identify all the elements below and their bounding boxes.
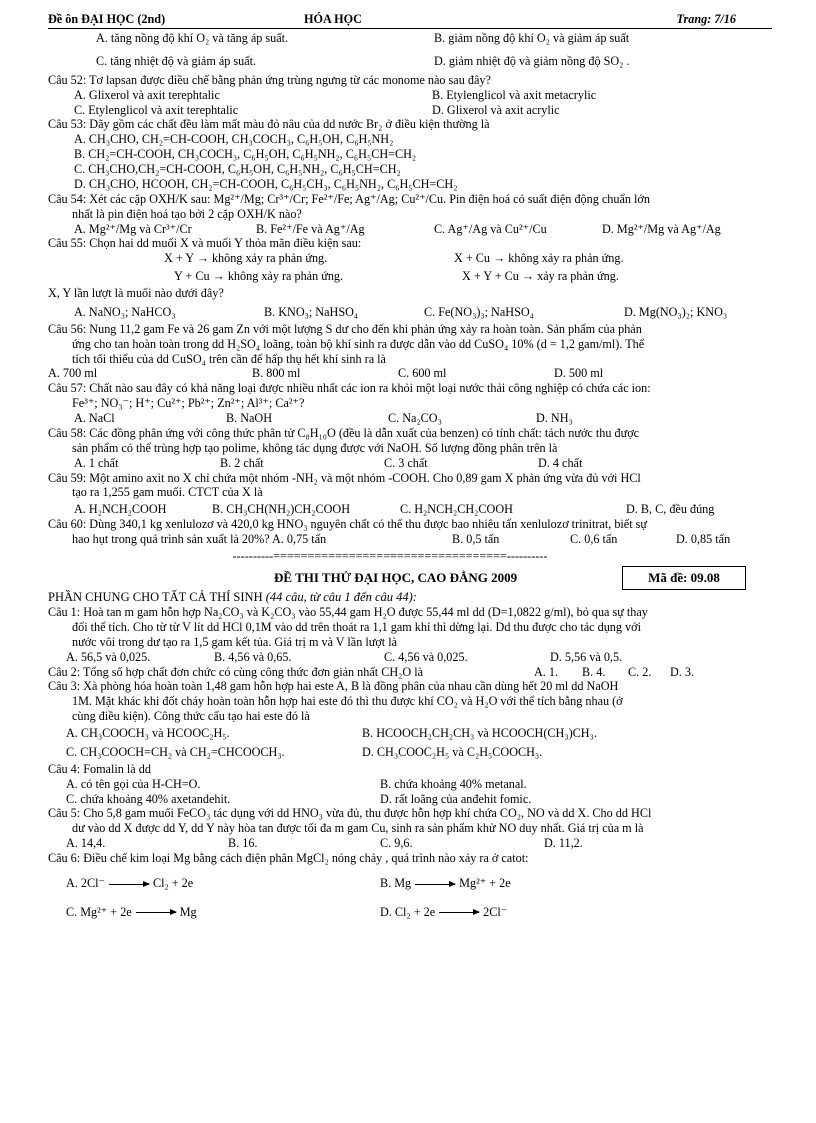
- option-c: C. Etylenglicol và axit terephtalic: [74, 102, 239, 117]
- option-d: D. 3.: [670, 664, 695, 679]
- exam-code-box: Mã đề: 09.08: [622, 566, 746, 590]
- question-stem: Câu 53: Dãy gồm các chất đều làm mất màu đỏ nâu của dd nước Br₂ ở điều kiện thường là: [48, 117, 490, 132]
- question-line: nước vôi trong dư tạo ra 1,5 gam kết tủa. Giá trị m và V lần lượt là: [72, 634, 398, 649]
- exam-question-6: [48, 851, 772, 920]
- question-line: tạo ra 1,255 gam muối. CTCT của X là: [72, 485, 263, 500]
- exam-question-3: [48, 679, 772, 759]
- option-d: D. B, C, đều đúng: [626, 502, 715, 517]
- option-b: B. chứa khoảng 40% metanal.: [380, 776, 527, 791]
- exam-question-2: [48, 665, 772, 680]
- document-page: [48, 10, 772, 920]
- option-b: B. HCOOCH₂CH₂CH₃ và HCOOCH(CH₃)CH₃.: [362, 726, 597, 740]
- question-line: sản phẩm có thể trùng hợp tạo polime, không tác dụng được với NaOH. Số lượng đồng phân trên là: [72, 440, 558, 455]
- question-56: [48, 322, 772, 382]
- option-a: A. 1.: [534, 664, 559, 679]
- option-d: D. rất loãng của anđehit fomic.: [380, 791, 532, 806]
- option-c: C. CH₃CHO,CH₂=CH-COOH, C₆H₅OH, C₆H₅NH₂, C₆H₅CH=CH₂: [74, 162, 401, 176]
- section-heading: [48, 590, 772, 605]
- question-52: [48, 73, 772, 118]
- section-title: PHẦN CHUNG CHO TẤT CẢ THÍ SINH: [48, 589, 263, 604]
- option-a: A. 14,4.: [66, 836, 106, 851]
- question-57: [48, 381, 772, 426]
- question-stem: Câu 4: Fomalin là dd: [48, 761, 151, 776]
- question-line: dư vào dd X được dd Y, dd Y này hòa tan được tối đa m gam Cu, sinh ra sản phẩm khử NO duy nhất. Giá trị của m là: [72, 821, 644, 836]
- question-54: [48, 192, 772, 237]
- option-c: C. 2.: [628, 664, 652, 679]
- option-d: D. Glixerol và axit acrylic: [432, 102, 560, 117]
- option-b: B. CH₂=CH-COOH, CH₃COCH₃, C₆H₅OH, C₆H₅NH₂, C₆H₅CH=CH₂: [74, 147, 417, 162]
- exam-question-5: [48, 806, 772, 851]
- option-c: C. H₂NCH₂CH₂COOH: [400, 502, 513, 517]
- option-b: B. 2 chất: [220, 455, 264, 470]
- option-d: D. 4 chất: [538, 455, 583, 470]
- option-a: [66, 876, 380, 891]
- option-c: C. Ag⁺/Ag và Cu²⁺/Cu: [434, 221, 547, 236]
- option-b-left: B. Mg: [380, 875, 412, 890]
- option-a: A. H₂NCH₂COOH: [74, 502, 167, 517]
- option-c: C. 3 chất: [384, 455, 428, 470]
- question-stem: Câu 52: Tơ lapsan được điều chế bằng phản ứng trùng ngưng từ các monome nào sau đây?: [48, 72, 491, 87]
- arrow-icon: [109, 884, 149, 885]
- question-60: [48, 517, 772, 547]
- question-51-options: [48, 31, 772, 69]
- question-line: 1M. Mặt khác khi đốt cháy hoàn toàn hỗn hợp hai este đó thì thu được khí CO₂ và H₂O với thể tích bằng nhau (ở: [72, 694, 623, 709]
- option-a: A. tăng nồng độ khí O₂ và tăng áp suất.: [96, 31, 289, 45]
- header-page-number: Trang: 7/16: [676, 12, 736, 26]
- question-line: Câu 3: Xà phòng hóa hoàn toàn 1,48 gam hỗn hợp hai este A, B là đồng phân của nhau cần dùng hết 20 ml dd NaOH: [48, 679, 619, 694]
- option-b: B. Etylenglicol và axit metacrylic: [432, 87, 597, 102]
- question-line: Câu 56: Nung 11,2 gam Fe và 26 gam Zn với một lượng S dư cho đến khi phản ứng xảy ra hoàn toàn. Sản phẩm của phản: [48, 321, 642, 336]
- question-line: Câu 58: Các đồng phân ứng với công thức phân tử C₈H₁₀O (đều là dẫn xuất của benzen) có tính chất: tách nước thu được: [48, 425, 640, 440]
- section-note: (44 câu, từ câu 1 đến câu 44):: [265, 589, 417, 604]
- exam-title-row: [48, 566, 772, 590]
- condition-1: X + Y → không xảy ra phản ứng.: [164, 251, 328, 266]
- condition-3: Y + Cu → không xảy ra phản ứng.: [174, 269, 344, 284]
- exam-title: ĐỀ THI THỬ ĐẠI HỌC, CAO ĐẲNG 2009: [274, 569, 518, 585]
- question-ask: X, Y lần lượt là muối nào dưới đây?: [48, 286, 224, 300]
- option-a: A. Mg²⁺/Mg và Cr³⁺/Cr: [74, 221, 192, 236]
- option-c: C. 4,56 và 0,025.: [384, 649, 468, 664]
- option-c-left: C. Mg²⁺ + 2e: [66, 904, 132, 919]
- question-58: [48, 426, 772, 471]
- question-stem-cont: nhất là pin điện hoá tạo bởi 2 cặp OXH/K nào?: [72, 206, 302, 221]
- option-a: A. Glixerol và axit terephtalic: [74, 87, 220, 102]
- option-a-right: Cl₂ + 2e: [152, 875, 194, 890]
- condition-4: X + Y + Cu → xảy ra phản ứng.: [462, 269, 619, 284]
- option-c: C. chứa khoảng 40% axetandehit.: [66, 791, 231, 806]
- question-line: ứng cho tan hoàn toàn trong dd H₂SO₄ loãng, toàn bộ khí sinh ra được dẫn vào dd CuSO₄ 10% (d = 1,2 gam/ml). Thể: [72, 336, 645, 351]
- option-b: B. 800 ml: [252, 366, 301, 381]
- option-c: C. CH₃COOCH=CH₂ và CH₂=CHCOOCH₃.: [66, 744, 285, 759]
- option-d: D. giảm nhiệt độ và giảm nồng độ SO₂ .: [434, 53, 630, 68]
- option-d: D. Mg(NO₃)₂; KNO₃: [624, 304, 728, 319]
- option-c: C. 0,6 tấn: [570, 532, 618, 546]
- question-55: [48, 236, 772, 319]
- arrow-icon: [136, 912, 176, 913]
- option-a-line: hao hụt trong quá trình sản xuất là 20%? A. 0,75 tấn: [72, 532, 327, 546]
- option-b-right: Mg²⁺ + 2e: [459, 875, 511, 890]
- option-c: C. Na₂CO₃: [388, 411, 442, 425]
- separator: ----------==================================----------: [232, 548, 548, 563]
- option-a: A. 1 chất: [74, 455, 119, 470]
- question-stem: Câu 2: Tổng số hợp chất đơn chức có cùng công thức đơn giản nhất CH₂O là: [48, 664, 424, 679]
- question-line: Fe³⁺; NO₃⁻; H⁺; Cu²⁺; Pb²⁺; Zn²⁺; Al³⁺; Ca²⁺?: [72, 396, 305, 411]
- question-line: Câu 5: Cho 5,8 gam muối FeCO₃ tác dụng với dd HNO₃ vừa đủ, thu được hỗn hợp khí chứa CO₂, NO và dd X. Cho dd HCl: [48, 806, 652, 821]
- question-stem: Câu 6: Điều chế kim loại Mg bằng cách điện phân MgCl₂ nóng chảy , quá trình nào xảy ra ở catot:: [48, 851, 529, 865]
- condition-2: X + Cu → không xảy ra phản ứng.: [454, 251, 624, 266]
- exam-question-1: [48, 605, 772, 665]
- option-b: B. CH₃CH(NH₂)CH₂COOH: [212, 502, 351, 517]
- option-a-left: A. 2Cl⁻: [66, 875, 105, 890]
- option-b: B. 4.: [582, 664, 606, 679]
- option-d: D. CH₃CHO, HCOOH, CH₂=CH-COOH, C₆H₅CH₃, C₆H₅NH₂, C₆H₅CH=CH₂: [74, 176, 458, 191]
- option-b: B. NaOH: [226, 411, 273, 425]
- question-53: [48, 117, 772, 191]
- option-d: D. NH₃: [536, 411, 573, 425]
- option-a: A. CH₃CHO, CH₂=CH-COOH, CH₃COCH₃, C₆H₅OH, C₆H₅NH₂: [74, 132, 394, 147]
- option-b: B. 4,56 và 0,65.: [214, 649, 292, 664]
- option-a: A. CH₃COOCH₃ và HCOOC₂H₅.: [66, 726, 230, 740]
- option-c: C. tăng nhiệt độ và giảm áp suất.: [96, 53, 257, 68]
- option-c: C. 600 ml: [398, 366, 447, 381]
- option-a: A. NaCl: [74, 411, 115, 425]
- question-line: Câu 1: Hoà tan m gam hỗn hợp Na₂CO₃ và K₂CO₃ vào 55,44 gam H₂O được 55,44 ml dd (D=1,0822 g/ml), bỏ qua sự thay: [48, 605, 648, 619]
- option-d: D. 5,56 và 0,5.: [550, 649, 623, 664]
- option-d: D. 500 ml: [554, 366, 604, 381]
- option-d-left: D. Cl₂ + 2e: [380, 904, 436, 919]
- question-line: đổi thể tích. Cho từ từ V lít dd HCl 0,1M vào dd trên thoát ra 1,1 gam khí thì dừng lại. Dd thu được cho tác dụng với: [72, 619, 641, 634]
- option-b: [380, 876, 718, 891]
- page-header: [48, 10, 772, 29]
- header-center: HÓA HỌC: [304, 12, 362, 26]
- option-a: A. 56,5 và 0,025.: [66, 649, 151, 664]
- arrow-icon: [415, 884, 455, 885]
- option-b: B. KNO₃; NaHSO₄: [264, 304, 359, 319]
- header-left: Đề ôn ĐẠI HỌC (2nd): [48, 12, 166, 26]
- option-d: D. 11,2.: [544, 836, 583, 851]
- option-b: B. Fe²⁺/Fe và Ag⁺/Ag: [256, 221, 365, 236]
- option-c: C. Fe(NO₃)₃; NaHSO₄: [424, 304, 534, 319]
- option-c: [66, 905, 380, 920]
- question-line: Câu 59: Một amino axit no X chỉ chứa một nhóm -NH₂ và một nhóm -COOH. Cho 0,89 gam X phản ứng vừa đủ với HCl: [48, 470, 641, 485]
- question-59: [48, 471, 772, 518]
- option-d: D. 0,85 tấn: [676, 532, 731, 546]
- question-line: Câu 57: Chất nào sau đây có khả năng loại được nhiều nhất các ion ra khỏi một loại nước thải công nghiệp có chứa các ion:: [48, 381, 651, 396]
- option-c-right: Mg: [179, 904, 197, 919]
- option-c: C. 9,6.: [380, 836, 413, 851]
- question-line: Câu 60: Dùng 340,1 kg xenlulozơ và 420,0 kg HNO₃ nguyên chất có thể thu được bao nhiêu tấn xenlulozơ trinitrat, biết sự: [48, 517, 647, 532]
- option-d: [380, 905, 718, 920]
- option-a: A. NaNO₃; NaHCO₃: [74, 304, 176, 319]
- question-stem: Câu 54: Xét các cặp OXH/K sau: Mg²⁺/Mg; Cr³⁺/Cr; Fe²⁺/Fe; Ag⁺/Ag; Cu²⁺/Cu. Pin điện hoá có suất điện động chuẩn lớn: [48, 191, 650, 206]
- option-d: D. Mg²⁺/Mg và Ag⁺/Ag: [602, 221, 721, 236]
- option-b: B. 0,5 tấn: [452, 532, 500, 546]
- option-d: D. CH₃COOC₂H₅ và C₂H₅COOCH₃.: [362, 744, 543, 759]
- question-stem: Câu 55: Chọn hai dd muối X và muối Y thỏa mãn điều kiện sau:: [48, 236, 362, 251]
- question-line: tích tối thiểu của dd CuSO₄ trên cần để hấp thụ hết khí sinh ra là: [72, 351, 386, 366]
- arrow-icon: [439, 912, 479, 913]
- option-b: B. giảm nồng độ khí O₂ và giảm áp suất: [434, 31, 630, 45]
- option-a: A. 700 ml: [48, 366, 98, 381]
- question-line: cùng điều kiện). Công thức cấu tạo hai este đó là: [72, 709, 310, 724]
- option-a: A. có tên gọi của H-CH=O.: [66, 776, 201, 791]
- option-b: B. 16.: [228, 836, 258, 851]
- exam-question-4: [48, 762, 772, 807]
- option-d-right: 2Cl⁻: [483, 904, 508, 919]
